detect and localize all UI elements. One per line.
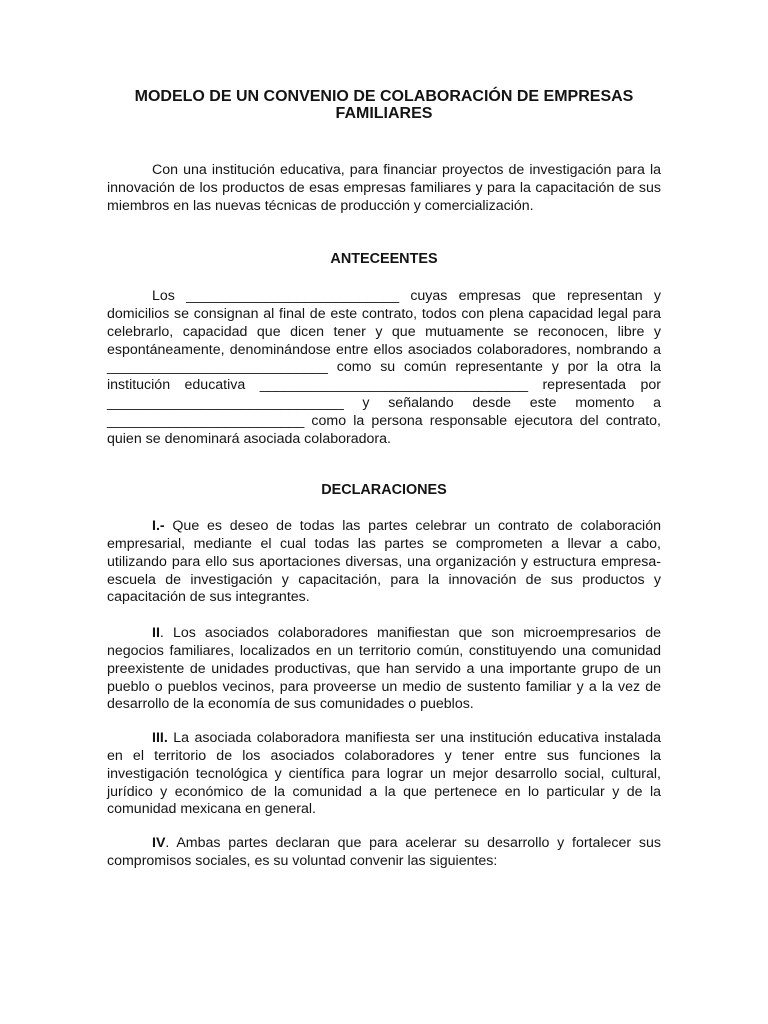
declaracion-text: . Los asociados colaboradores manifiestan que son microempresarios de negocios familiares, localizados en un territorio común, constituyendo una comunidad preexistente de unidades productivas, que han servido a una importante grupo de un pueblo o pueblos vecinos, para proveerse un medio de sustento familiar y a la vez de desarrollo de la economía de sus comunidades o pueblos. <box>107 625 661 713</box>
declaracion-number: II <box>152 625 160 642</box>
declaracion-item <box>107 730 661 819</box>
blank-line-representative: ____________________________ <box>107 359 328 376</box>
antecedentes-text-6: como la persona responsable ejecutora del contrato, quien se denominará asociada colaboradora. <box>107 412 661 447</box>
declaracion-number: IV <box>152 835 166 852</box>
declaracion-item <box>107 625 661 714</box>
antecedentes-text-4: representada por <box>542 377 662 394</box>
declaracion-text: Que es deseo de todas las partes celebrar un contrato de colaboración empresarial, mediante el cual todas las partes se comprometen a llevar a cabo, utilizando para ello sus aportaciones diversas, una organización y estructura empresa-escuela de investigación y capacitación, para la innovación de sus productos y capacitación de sus integrantes. <box>107 518 661 606</box>
title-line-1: MODELO DE UN CONVENIO DE COLABORACIÓN DE EMPRESAS <box>134 88 634 105</box>
declaracion-text: . Ambas partes declaran que para acelerar su desarrollo y fortalecer sus compromisos sociales, es su voluntad convenir las siguientes: <box>107 835 661 869</box>
antecedentes-text-1: Los <box>152 288 175 305</box>
declaracion-item <box>107 835 661 871</box>
declaracion-number: III. <box>152 730 168 747</box>
antecedentes-text-2: cuyas empresas que representan y domicilios se consignan al final de este contrato, todos con plena capacidad legal para celebrarlo, capacidad que dicen tener y que mutuamente se reconocen, libre y espontáneamente, denominándose entre ellos asociados colaboradores, nombrando a <box>107 288 661 358</box>
blank-line-institution: __________________________________ <box>259 377 528 394</box>
document-title <box>107 88 661 122</box>
intro-paragraph: Con una institución educativa, para financiar proyectos de investigación para la innovación de los productos de esas empresas familiares y para la capacitación de sus miembros en las nuevas técnicas de producción y comercialización. <box>107 162 661 214</box>
antecedentes-heading: ANTECEENTES <box>330 251 438 268</box>
declaraciones-heading: DECLARACIONES <box>321 482 447 499</box>
blank-line-executor: _________________________ <box>107 412 305 429</box>
antecedentes-text-3: como su común representante y por la otra la institución educativa <box>107 359 661 394</box>
declaracion-text: La asociada colaboradora manifiesta ser una institución educativa instalada en el territorio de los asociados colaboradores y tener entre sus funciones la investigación tecnológica y científica para lograr un mejor desarrollo social, cultural, jurídico y económico de la comunidad a la que pertenece en lo particular y de la comunidad mexicana en general. <box>107 730 661 818</box>
declaracion-item <box>107 518 661 607</box>
blank-line-represented-by: ______________________________ <box>107 394 344 411</box>
declaracion-number: I.- <box>152 518 165 535</box>
antecedentes-text-5: y señalando desde este momento a <box>362 394 661 411</box>
title-line-2: FAMILIARES <box>335 105 433 122</box>
blank-line-members: ___________________________ <box>186 288 400 305</box>
antecedentes-paragraph <box>107 288 661 448</box>
